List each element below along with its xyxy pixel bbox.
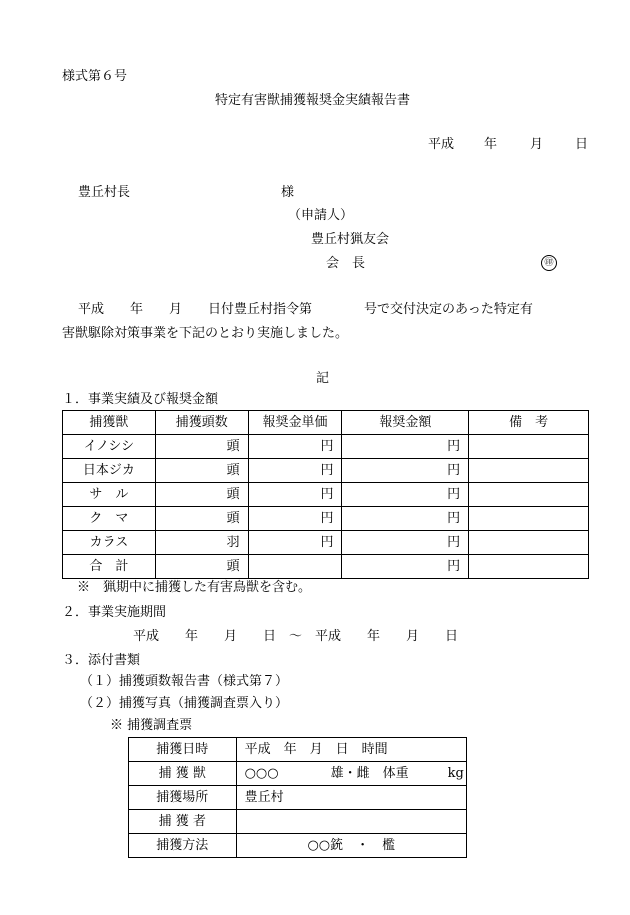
cell-unit-price: 円 — [248, 435, 342, 459]
survey-value — [236, 810, 466, 834]
addressee-name: 豊丘村長 — [78, 185, 131, 200]
survey-sheet-table — [128, 737, 467, 858]
cell-count: 頭 — [155, 483, 248, 507]
cell-note — [469, 435, 589, 459]
cell-amount: 円 — [342, 483, 469, 507]
cell-animal: サ ル — [63, 483, 156, 507]
survey-label: 捕獲日時 — [129, 738, 237, 762]
header-animal: 捕獲獣 — [63, 411, 156, 435]
date-day: 日 — [575, 137, 589, 152]
section3-heading: ３．添付書類 — [62, 653, 141, 668]
date-month: 月 — [530, 137, 544, 152]
section2-heading: ２．事業実施期間 — [62, 605, 167, 620]
body-line-1: 平成 年 月 日付豊丘村指令第 号で交付決定のあった特定有 — [78, 302, 533, 317]
table-row — [63, 435, 589, 459]
body-line-2: 害獣駆除対策事業を下記のとおり実施しました。 — [62, 326, 349, 341]
cell-count: 頭 — [155, 555, 248, 579]
cell-unit-price — [248, 555, 342, 579]
applicant-label: （申請人） — [288, 208, 354, 223]
cell-note — [469, 459, 589, 483]
cell-count: 羽 — [155, 531, 248, 555]
survey-label: 捕 獲 獣 — [129, 762, 237, 786]
cell-unit-price: 円 — [248, 531, 342, 555]
survey-value: ○○銃 ・ 檻 — [236, 834, 466, 858]
table-footnote: ※ 猟期中に捕獲した有害鳥獣を含む。 — [77, 580, 312, 595]
cell-unit-price: 円 — [248, 459, 342, 483]
table-header-row — [63, 411, 589, 435]
cell-amount: 円 — [342, 435, 469, 459]
cell-animal: カラス — [63, 531, 156, 555]
cell-amount: 円 — [342, 531, 469, 555]
cell-unit-price: 円 — [248, 483, 342, 507]
cell-unit-price: 円 — [248, 507, 342, 531]
cell-animal: 合 計 — [63, 555, 156, 579]
survey-label: 捕獲場所 — [129, 786, 237, 810]
date-era: 平成 — [428, 137, 455, 152]
survey-value: ○○○ 雄・雌 体重 kg — [236, 762, 466, 786]
addressee-honorific: 様 — [281, 185, 295, 200]
attachment-item-1: （１）捕獲頭数報告書（様式第７） — [80, 674, 289, 689]
table-row — [63, 459, 589, 483]
survey-value: 豊丘村 — [236, 786, 466, 810]
table-row — [63, 531, 589, 555]
table-row — [63, 507, 589, 531]
cell-amount: 円 — [342, 459, 469, 483]
cell-amount: 円 — [342, 507, 469, 531]
cell-count: 頭 — [155, 459, 248, 483]
applicant-role: 会 長 — [326, 256, 366, 271]
section1-heading: １．事業実績及び報奨金額 — [62, 392, 219, 407]
survey-label: 捕 獲 者 — [129, 810, 237, 834]
cell-count: 頭 — [155, 507, 248, 531]
form-number: 様式第６号 — [62, 69, 128, 84]
table-row — [129, 810, 467, 834]
table-row — [129, 762, 467, 786]
ki-heading: 記 — [316, 371, 330, 386]
date-year: 年 — [484, 137, 498, 152]
cell-count: 頭 — [155, 435, 248, 459]
table-row — [129, 738, 467, 762]
implementation-period: 平成 年 月 日 ～ 平成 年 月 日 — [133, 629, 459, 644]
header-unit-price: 報奨金単価 — [248, 411, 342, 435]
header-count: 捕獲頭数 — [155, 411, 248, 435]
cell-animal: ク マ — [63, 507, 156, 531]
survey-value: 平成 年 月 日 時間 — [236, 738, 466, 762]
table-row — [63, 483, 589, 507]
table-total-row — [63, 555, 589, 579]
survey-sheet-label: ※ 捕獲調査票 — [110, 718, 193, 733]
seal-mark: ㊞ — [541, 255, 557, 271]
cell-amount: 円 — [342, 555, 469, 579]
header-note: 備 考 — [469, 411, 589, 435]
attachment-item-2: （２）捕獲写真（捕獲調査票入り） — [80, 696, 289, 711]
table-row — [129, 786, 467, 810]
cell-animal: 日本ジカ — [63, 459, 156, 483]
document-title: 特定有害獣捕獲報奨金実績報告書 — [215, 93, 411, 108]
table-row — [129, 834, 467, 858]
applicant-org: 豊丘村猟友会 — [311, 232, 390, 247]
cell-note — [469, 507, 589, 531]
header-amount: 報奨金額 — [342, 411, 469, 435]
survey-label: 捕獲方法 — [129, 834, 237, 858]
cell-note — [469, 555, 589, 579]
results-table — [62, 410, 589, 579]
cell-note — [469, 531, 589, 555]
cell-animal: イノシシ — [63, 435, 156, 459]
cell-note — [469, 483, 589, 507]
